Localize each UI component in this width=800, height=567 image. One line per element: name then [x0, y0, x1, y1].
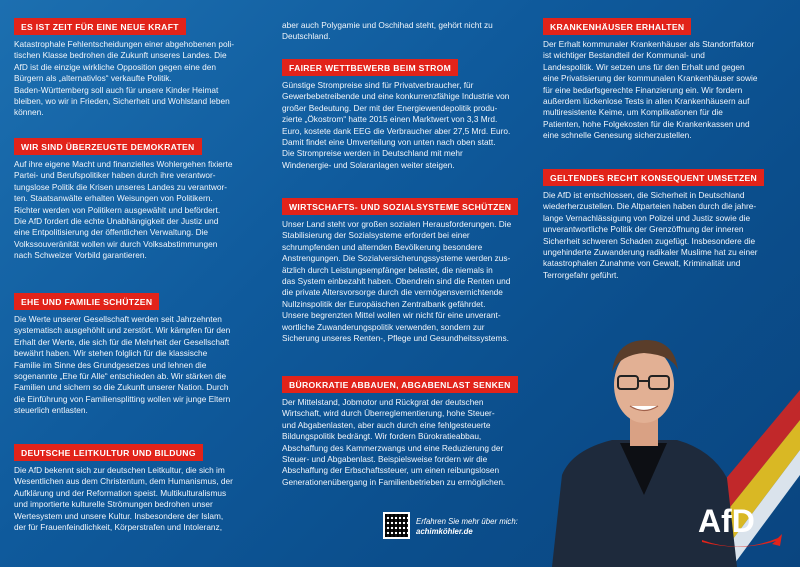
- text-line: Sicherung unseres Renten-, Pflege und Gesundheitssystems.: [282, 333, 509, 344]
- section-leitkultur: [14, 443, 250, 533]
- section-neue-kraft: [14, 17, 250, 119]
- text-line: ist wichtiger Bestandteil der Kommunal- und: [543, 50, 705, 61]
- section-heading: WIR SIND ÜBERZEUGTE DEMOKRATEN: [14, 138, 202, 155]
- section-text: [543, 39, 781, 142]
- section-heading: GELTENDES RECHT KONSEQUENT UMSETZEN: [543, 169, 764, 186]
- text-line: zierte „Ökostrom“ hatte 2015 einen Marktwert von 3,3 Mrd.: [282, 114, 498, 125]
- text-line: und Abgabenlasten, aber auch durch eine fehlgesteuerte: [282, 419, 491, 430]
- text-line: eine Entpolitisierung der öffentlichen Verwaltung. Die: [14, 227, 209, 238]
- text-line: Abschaffung des Kammerzwangs und eine Reduzierung der: [282, 442, 504, 453]
- text-line: nach Schweizer Vorbild garantieren.: [14, 250, 147, 261]
- section-sozialsysteme: [282, 197, 520, 344]
- text-line: Der Mittelstand, Jobmotor und Rückgrat der deutschen: [282, 397, 484, 407]
- section-recht: [543, 168, 781, 281]
- text-line: Wirtschaft, wird durch Überreglementierung, hohe Steuer-: [282, 408, 495, 419]
- section-heading: BÜROKRATIE ABBAUEN, ABGABENLAST SENKEN: [282, 376, 518, 393]
- text-line: Auf ihre eigene Macht und finanzielles Wohlergehen fixierte: [14, 159, 233, 169]
- text-line: Die AfD bekennt sich zur deutschen Leitkultur, die sich im: [14, 465, 225, 475]
- section-heading: FAIRER WETTBEWERB BEIM STROM: [282, 59, 458, 76]
- text-line: Die Werte unserer Gesellschaft werden seit Jahrzehnten: [14, 314, 222, 324]
- logo-text: AfD: [698, 503, 755, 539]
- section-text: [543, 190, 781, 281]
- text-line: Wesentlichen aus dem Christentum, dem Humanismus, der: [14, 476, 233, 487]
- text-line: wortliche Zuwanderungspolitik verwenden, sondern zur: [282, 321, 485, 332]
- text-line: ungehinderte Zuwanderung radikaler Muslime hat zu einer: [543, 247, 758, 258]
- text-line: eine Privatisierung der kommunalen Krankenhäuser sowie: [543, 73, 758, 84]
- text-line: Baden-Württemberg soll auch für unsere Kinder Heimat: [14, 84, 219, 95]
- intro-continuation: [282, 20, 520, 43]
- section-strom: [282, 58, 520, 171]
- text-line: wiederherzustellen. Die Altparteien haben durch die jahre-: [543, 201, 757, 212]
- text-line: Terrorgefahr geführt.: [543, 269, 619, 280]
- text-line: lange Vernachlässigung von Polizei und Justiz sowie die: [543, 212, 751, 223]
- text-line: großer Bedeutung. Der mit der Energiewendepolitik produ-: [282, 102, 498, 113]
- text-line: Generationenübergang in Familienbetrieben zu ermöglichen.: [282, 476, 506, 487]
- text-line: Patienten, hohe Folgekosten für die Krankenkassen und: [543, 118, 750, 129]
- text-line: Damit findet eine Umverteilung von unten nach oben statt.: [282, 137, 496, 148]
- text-line: ten. Staatsanwälte erhalten Weisungen von Politikern.: [14, 193, 213, 204]
- text-line: Partei- und Berufspolitiker haben durch ihre verantwor-: [14, 170, 216, 181]
- text-line: Der Erhalt kommunaler Krankenhäuser als Standortfaktor: [543, 39, 755, 49]
- text-line: das System einbezahlt haben. Obendrein sind die Renten und: [282, 276, 511, 287]
- text-line: schrumpfenden und alternden Bevölkerung besondere: [282, 241, 483, 252]
- text-line: ätzlich durch Leistungsempfänger belastet, die niemals in: [282, 264, 493, 275]
- text-line: systematisch ausgehöhlt und zerstört. Wir kämpfen für den: [14, 325, 231, 336]
- text-line: können.: [14, 107, 44, 118]
- text-line: Familie im Sinne des Grundgesetzes und lehnen die: [14, 359, 207, 370]
- qr-pattern: [385, 514, 408, 537]
- text-line: der für Frauenfeindlichkeit, Körperstrafen und Intoleranz,: [14, 522, 222, 533]
- text-line: Unsere begrenzten Mittel wollen wir nicht für eine unverant-: [282, 310, 501, 321]
- text-line: Steuer- und Abgabenlast. Beispielsweise fordern wir die: [282, 454, 488, 465]
- text-line: Stabilisierung der Sozialsysteme erfordert bei einer: [282, 230, 470, 241]
- text-line: Windenergie- und Solaranlagen weiter steigen.: [282, 159, 455, 170]
- text-line: Die Strompreise werden in Deutschland mit mehr: [282, 148, 463, 159]
- section-text: [282, 219, 520, 344]
- text-line: Sicherheit schweren Schaden zugefügt. Insbesondere die: [543, 235, 756, 246]
- section-heading: DEUTSCHE LEITKULTUR UND BILDUNG: [14, 444, 203, 461]
- text-line: bleiben, wo wir in Frieden, Sicherheit und Wohlstand leben: [14, 96, 230, 107]
- text-line: tungslose Politik die Krisen unseres Landes zu verantwor-: [14, 181, 228, 192]
- section-text: [14, 314, 250, 417]
- text-line: tischen Klasse bedrohen die Zukunft unseres Landes. Die: [14, 50, 227, 61]
- text-line: Wertesystem und unsere Kultur. Insbesondere der Islam,: [14, 510, 224, 521]
- text-line: Gewerbebetreibende und eine konkurrenzfähige Industrie von: [282, 91, 510, 102]
- text-line: die private Altersvorsorge durch die vermögensvernichtende: [282, 287, 503, 298]
- text-line: eine schnelle Genesung sicherzustellen.: [543, 130, 692, 141]
- section-buerokratie: [282, 375, 520, 488]
- section-heading: EHE UND FAMILIE SCHÜTZEN: [14, 293, 159, 310]
- text-line: für eine bedarfsgerechte Finanzierung ein. Wir fordern: [543, 84, 743, 95]
- text-line: Katastrophale Fehlentscheidungen einer abgehobenen poli-: [14, 39, 235, 49]
- text-line: Anstrengungen. Die Sozialversicherungssysteme werden zus-: [282, 253, 511, 264]
- text-line: Volkssouveränität wollen wir durch Volksabstimmungen: [14, 238, 218, 249]
- qr-code[interactable]: [383, 512, 410, 539]
- section-text: [14, 159, 250, 262]
- section-ehe-familie: [14, 292, 250, 417]
- text-line: steuerlich entlasten.: [14, 405, 88, 416]
- text-line: Unser Land steht vor großen sozialen Herausforderungen. Die: [282, 219, 512, 229]
- text-line: Günstige Strompreise sind für Privatverbraucher, für: [282, 80, 474, 90]
- section-heading: WIRTSCHAFTS- UND SOZIALSYSTEME SCHÜTZEN: [282, 198, 518, 215]
- text-line: Richter werden von Politikern ausgewählt und befördert.: [14, 204, 221, 215]
- text-line: Erhalt der Werte, die sich für die Mehrheit der Gesellschaft: [14, 336, 230, 347]
- section-text: [282, 397, 520, 488]
- section-demokraten: [14, 137, 250, 262]
- afd-logo: [694, 494, 786, 552]
- text-line: die Einführung von Familiensplitting wollen wir junge Eltern: [14, 393, 231, 404]
- text-line: Deutschland.: [282, 31, 331, 42]
- section-heading: KRANKENHÄUSER ERHALTEN: [543, 18, 691, 35]
- text-line: außerdem lückenlose Tests in allen Krankenhäusern auf: [543, 96, 750, 107]
- qr-caption: [416, 517, 518, 537]
- text-line: Die AfD fordert die echte Unabhängigkeit der Justiz und: [14, 216, 219, 227]
- section-text: [14, 39, 250, 119]
- text-line: AfD ist die einzige wirkliche Opposition gegen eine den: [14, 61, 217, 72]
- text-line: Familien und sichern so die Zukunft unserer Nation. Durch: [14, 382, 229, 393]
- section-text: [14, 465, 250, 533]
- text-line: Die AfD ist entschlossen, die Sicherheit in Deutschland: [543, 190, 745, 200]
- text-line: bewährt haben. Wir stehen folglich für die klassische: [14, 348, 208, 359]
- text-line: und importierte kulturelle Strömungen bedrohen unser: [14, 499, 213, 510]
- text-line: aber auch Polygamie und Oschihad steht, gehört nicht zu: [282, 20, 493, 30]
- section-text: [282, 80, 520, 171]
- text-line: unverantwortliche Politik der Grenzöffnung der inneren: [543, 224, 744, 235]
- text-line: Euro, kostete dank EEG die Verbraucher aber 27,5 Mrd. Euro.: [282, 125, 511, 136]
- section-krankenhaeuser: [543, 17, 781, 142]
- qr-caption-line: Erfahren Sie mehr über mich:: [416, 517, 518, 526]
- text-line: Landespolitik. Wir setzen uns für den Erhalt und gegen: [543, 61, 745, 72]
- text-line: Abschaffung der Erbschaftssteuer, um einen reibungslosen: [282, 465, 500, 476]
- text-line: sogenannte „Ehe für Alle“ entschieden ab. Wir stärken die: [14, 371, 227, 382]
- text-line: Nullzinspolitik der Europäischen Zentralbank gefährdet.: [282, 298, 486, 309]
- text-line: multiresistente Keime, um Komplikationen für die: [543, 107, 723, 118]
- text-line: Bürgern als „alternativlos“ verkaufte Politik.: [14, 73, 172, 84]
- section-heading: ES IST ZEIT FÜR EINE NEUE KRAFT: [14, 18, 186, 35]
- text-line: Bildungspolitik bedrängt. Wir fordern Bürokratieabbau,: [282, 431, 482, 442]
- text-line: katastrophalen Zunahme von Gewalt, Kriminalität und: [543, 258, 741, 269]
- text-line: Aufklärung und der Reformation speist. Multikulturalismus: [14, 487, 227, 498]
- website-link[interactable]: achimköhler.de: [416, 527, 473, 536]
